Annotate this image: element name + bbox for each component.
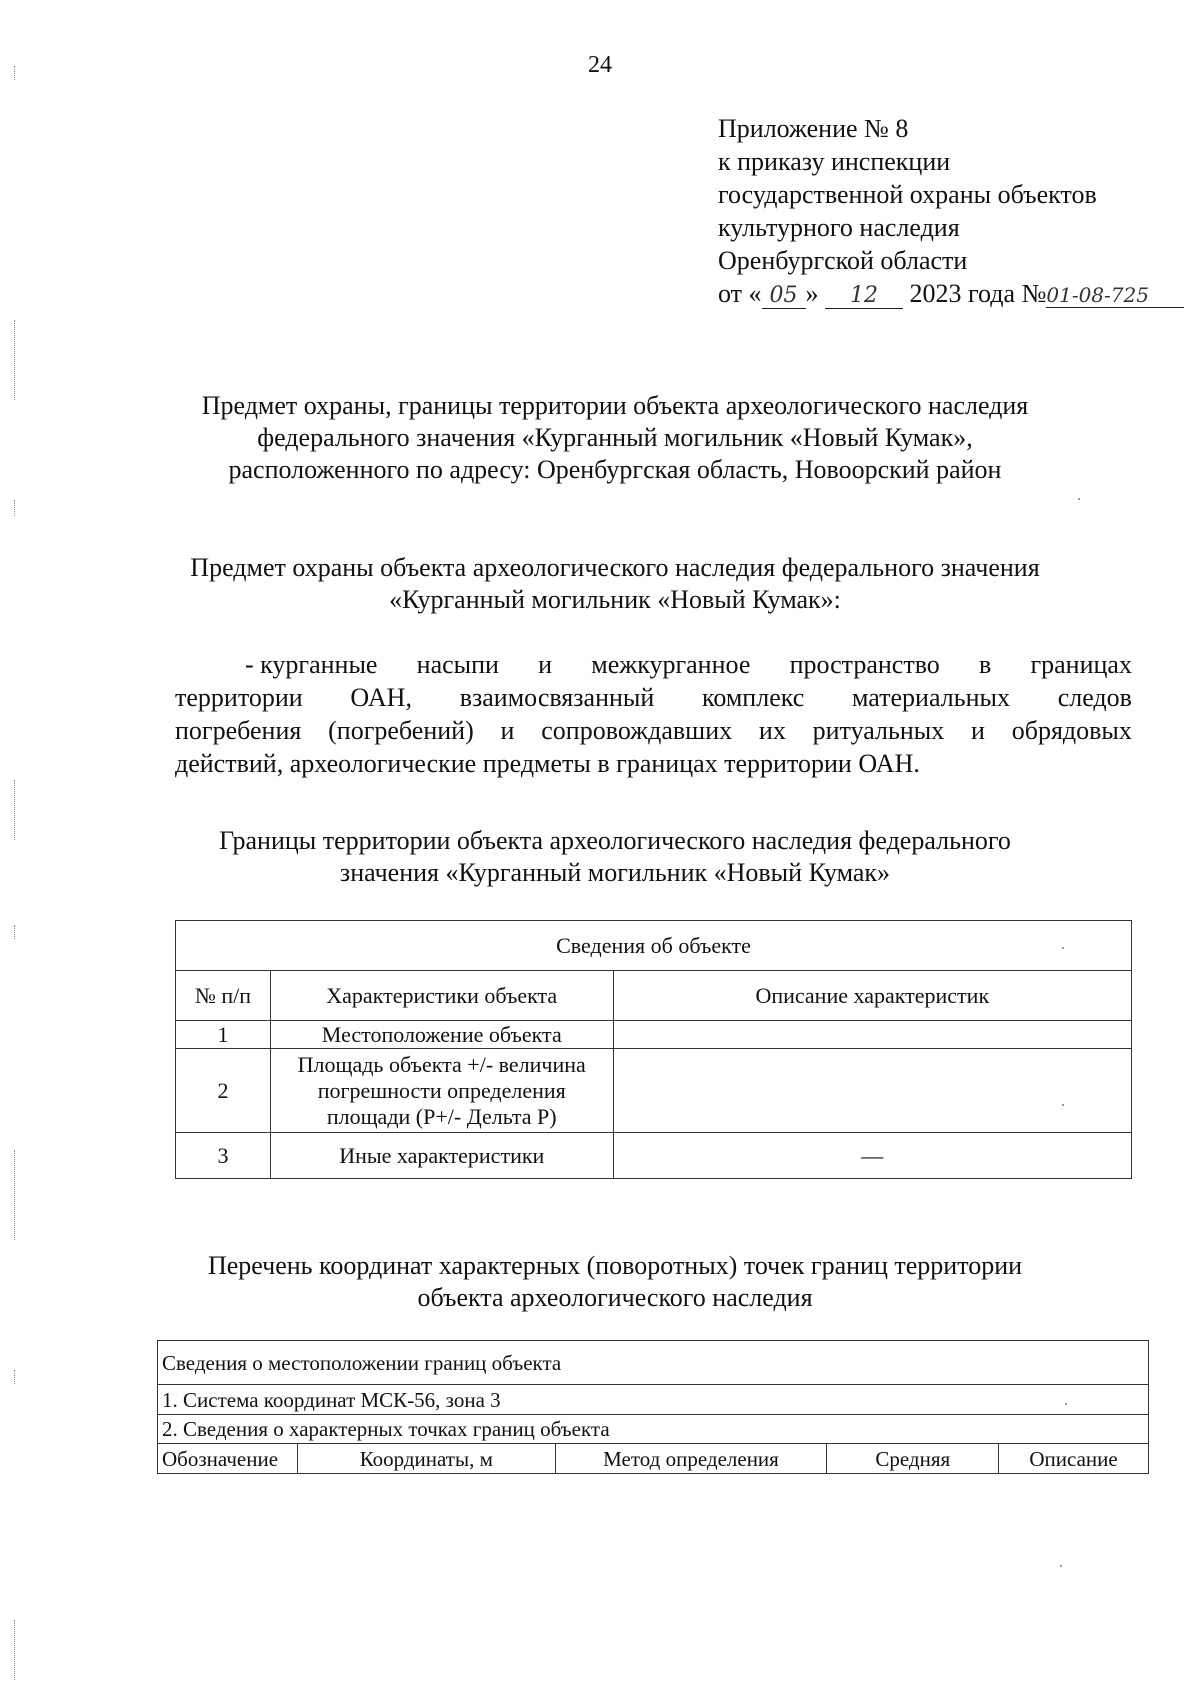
word: материальных (852, 683, 1010, 712)
word: и (538, 650, 553, 679)
table-caption: Сведения об объекте (176, 921, 1132, 971)
row-number: 2 (176, 1049, 271, 1133)
column-header: № п/п (176, 971, 271, 1021)
heading-line: значения «Курганный могильник «Новый Кумак» (339, 858, 891, 887)
handwritten-order-number: 01-08-725 (1046, 283, 1184, 308)
scan-artifact (14, 925, 20, 939)
word: сопровождавших (541, 716, 733, 745)
word: их (758, 716, 786, 745)
scan-artifact (14, 500, 20, 516)
title-line: федерального значения «Курганный могильник «Новый Кумак», (257, 423, 973, 452)
title-line: Предмет охраны, границы территории объекта археологического наследия (201, 391, 1029, 420)
paragraph-line (175, 714, 1132, 747)
table-row (158, 1341, 1149, 1385)
table-row (176, 1049, 1132, 1133)
word: в (979, 650, 992, 679)
word: пространство (789, 650, 940, 679)
scan-artifact (14, 66, 20, 80)
subject-paragraph (175, 648, 1132, 780)
column-header: Метод определения (555, 1444, 827, 1474)
table-row (176, 1133, 1132, 1179)
scan-artifact (1060, 1565, 1062, 1567)
characteristic-line: погрешности определения (317, 1077, 566, 1103)
word: территории (175, 683, 303, 712)
heading-line: Перечень координат характерных (поворотных) точек границ территории (207, 1251, 1023, 1280)
paragraph-line: действий, археологические предметы в границах территории ОАН. (175, 749, 920, 778)
word: - курганные (245, 650, 378, 679)
appendix-line: к приказу инспекции (718, 147, 951, 176)
word: насыпи (416, 650, 499, 679)
date-year: 2023 года № (903, 279, 1047, 308)
location-info-row: Сведения о местоположении границ объекта (158, 1341, 1149, 1385)
date-mid: » (805, 279, 826, 308)
title-line: расположенного по адресу: Оренбургская область, Новоорский район (228, 455, 1002, 484)
heading-line: Границы территории объекта археологического наследия федерального (219, 826, 1011, 855)
scan-artifact (14, 1150, 20, 1240)
row-number: 3 (176, 1133, 271, 1179)
scan-artifact (14, 780, 20, 840)
paragraph-line (175, 681, 1132, 714)
row-description (613, 1021, 1131, 1049)
object-info-table (175, 920, 1132, 1179)
column-header: Средняя (827, 1444, 999, 1474)
appendix-header (718, 112, 1184, 310)
page-number: 24 (588, 52, 612, 78)
table-caption-row (176, 921, 1132, 971)
coordinates-heading (150, 1250, 1080, 1314)
heading-line: Предмет охраны объекта археологического наследия федерального значения (190, 553, 1040, 582)
paragraph-line (175, 648, 1132, 681)
appendix-line: Приложение № 8 (718, 114, 909, 143)
scan-artifact (14, 1620, 20, 1680)
coordinate-system-row: 1. Система координат МСК-56, зона 3 (158, 1385, 1149, 1415)
characteristic-line: Площадь объекта +/- величина (297, 1051, 586, 1077)
appendix-date-line (718, 277, 1184, 310)
handwritten-day: 05 (762, 284, 806, 309)
table-row (176, 1021, 1132, 1049)
table-header-row (176, 971, 1132, 1021)
word: (погребений) (328, 716, 474, 745)
column-header: Обозначение (158, 1444, 298, 1474)
points-info-row: 2. Сведения о характерных точках границ объекта (158, 1415, 1149, 1444)
characteristic-line: площади (P+/- Дельта P) (326, 1103, 557, 1129)
column-header: Описание (999, 1444, 1149, 1474)
word: обрядовых (1011, 716, 1132, 745)
appendix-line: культурного наследия (718, 213, 960, 242)
scan-artifact (1065, 1403, 1067, 1405)
word: границах (1030, 650, 1132, 679)
handwritten-month: 12 (825, 284, 903, 309)
column-header: Характеристики объекта (270, 971, 613, 1021)
subject-heading (150, 552, 1080, 616)
word: ОАН, (350, 683, 412, 712)
scan-artifact (1078, 498, 1080, 500)
column-header: Описание характеристик (613, 971, 1131, 1021)
heading-line: объекта археологического наследия (417, 1283, 813, 1312)
row-characteristic: Иные характеристики (270, 1133, 613, 1179)
coordinates-table (157, 1340, 1149, 1474)
row-characteristic (270, 1049, 613, 1133)
word: ритуальных (812, 716, 945, 745)
scan-artifact (1062, 947, 1064, 949)
row-description: — (613, 1133, 1131, 1179)
word: погребения (175, 716, 302, 745)
boundaries-heading (150, 825, 1080, 889)
table-header-row (158, 1444, 1149, 1474)
appendix-line: Оренбургской области (718, 246, 968, 275)
table-row (158, 1415, 1149, 1444)
scan-artifact (1062, 1104, 1064, 1106)
scan-artifact (14, 1370, 20, 1384)
table-row (158, 1385, 1149, 1415)
word: следов (1057, 683, 1132, 712)
word: комплекс (702, 683, 805, 712)
row-description (613, 1049, 1131, 1133)
word: и (971, 716, 985, 745)
scan-artifact (14, 320, 20, 400)
date-prefix: от « (718, 279, 762, 308)
heading-line: «Курганный могильник «Новый Кумак»: (389, 585, 841, 614)
appendix-line: государственной охраны объектов (718, 180, 1097, 209)
word: межкурганное (591, 650, 751, 679)
row-number: 1 (176, 1021, 271, 1049)
word: и (500, 716, 515, 745)
row-characteristic: Местоположение объекта (270, 1021, 613, 1049)
document-title (150, 390, 1080, 486)
word: взаимосвязанный (459, 683, 655, 712)
column-header: Координаты, м (297, 1444, 555, 1474)
